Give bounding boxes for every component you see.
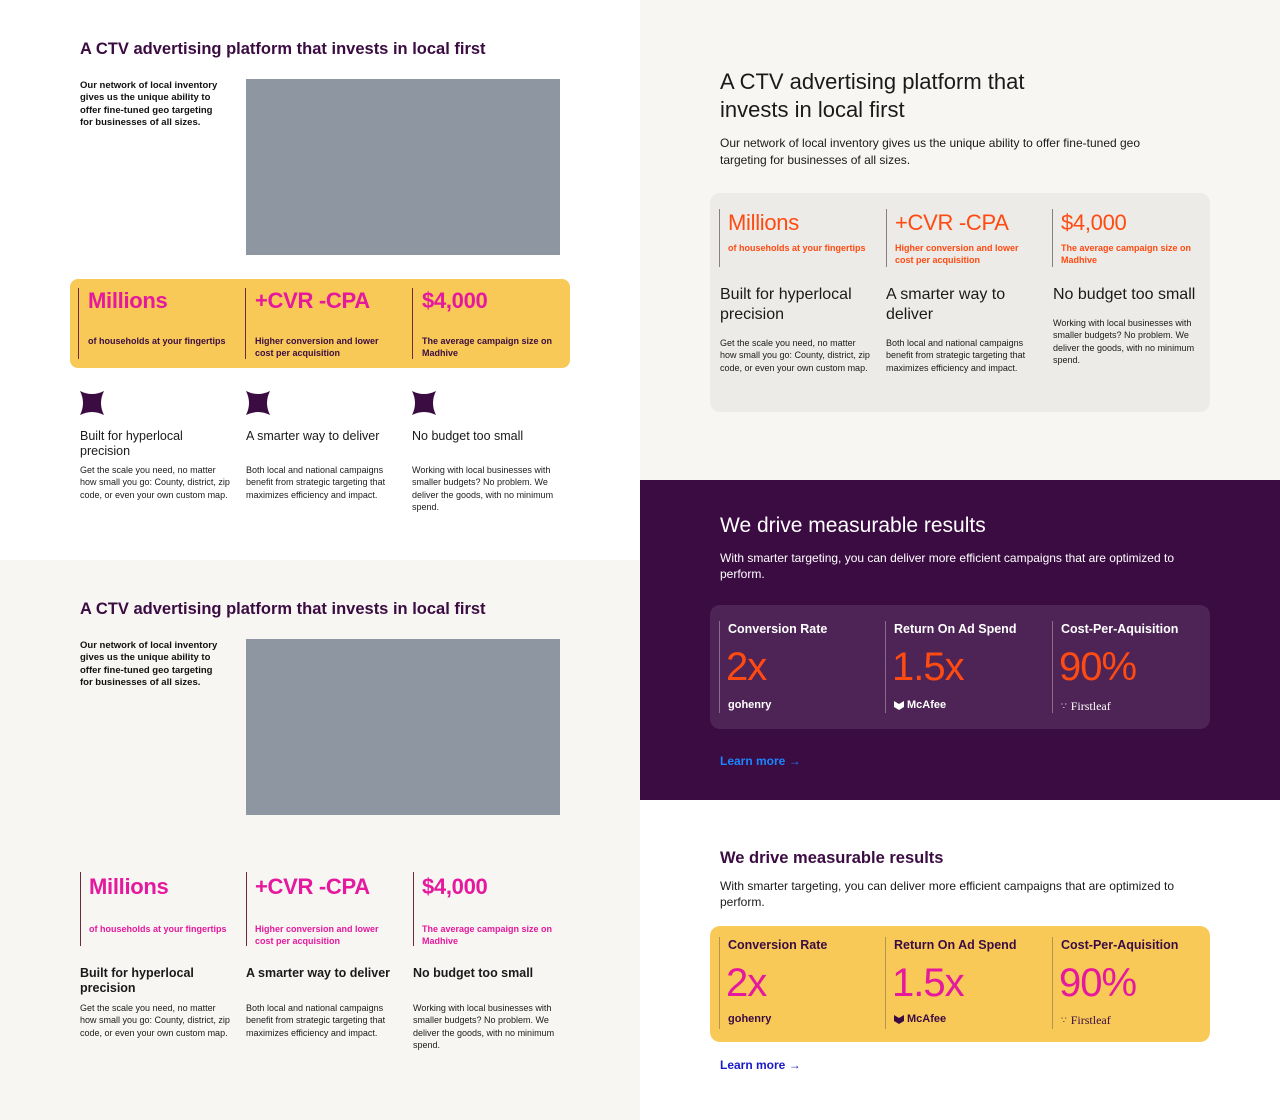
metric-roas xyxy=(885,621,1045,713)
gohenry-logo xyxy=(728,699,771,711)
stat-caption: of households at your fingertips xyxy=(89,924,227,934)
feature-title: A smarter way to deliver xyxy=(886,286,1006,323)
sparkle-star-icon xyxy=(412,391,436,415)
feature-text: Both local and national campaigns benefit from strategic targeting that maximizes efficiency and impact. xyxy=(246,1003,386,1038)
brand-name: McAfee xyxy=(907,1013,947,1025)
ctv-section-variant-c xyxy=(640,0,1280,480)
brand-name: gohenry xyxy=(728,1013,772,1025)
feature-text: Working with local businesses with smaller budgets? No problem. We deliver the goods, with no minimum spend. xyxy=(1053,318,1195,366)
metric-label: Return On Ad Spend xyxy=(894,938,1017,952)
mcafee-shield-icon xyxy=(894,1015,904,1024)
stat-cvr-cpa xyxy=(245,288,405,359)
stat-millions xyxy=(80,872,240,946)
stat-caption: of households at your fingertips xyxy=(88,336,226,346)
stat-caption: The average campaign size on Madhive xyxy=(1061,243,1192,265)
metric-value: 1.5x xyxy=(892,961,964,1005)
section-intro: Our network of local inventory gives us the unique ability to offer fine-tuned geo targeting for businesses of all sizes. xyxy=(80,80,218,129)
stats-band xyxy=(70,279,570,368)
metric-value: 2x xyxy=(726,961,767,1005)
stat-millions xyxy=(78,288,238,359)
feature-title: No budget too small xyxy=(412,429,524,443)
section-title: We drive measurable results xyxy=(720,849,944,867)
stat-campaign-size xyxy=(413,872,563,946)
feature-text: Get the scale you need, no matter how small you go: County, district, zip code, or even your own custom map. xyxy=(80,465,230,500)
feature-smarter xyxy=(886,285,1036,374)
feature-title: A smarter way to deliver xyxy=(246,966,391,980)
feature-hyperlocal xyxy=(80,391,230,501)
stat-value: Millions xyxy=(88,288,168,313)
stat-millions xyxy=(719,209,879,267)
feature-text: Both local and national campaigns benefit from strategic targeting that maximizes efficiency and impact. xyxy=(246,465,386,500)
metric-conversion-rate xyxy=(719,621,879,713)
results-card xyxy=(710,926,1210,1042)
feature-title: Built for hyperlocal precision xyxy=(80,966,194,995)
metric-value: 2x xyxy=(726,645,767,689)
stat-campaign-size xyxy=(412,288,567,359)
section-title: A CTV advertising platform that invests in local first xyxy=(80,40,486,58)
feature-text: Both local and national campaigns benefit from strategic targeting that maximizes efficiency and impact. xyxy=(886,338,1026,373)
feature-text: Get the scale you need, no matter how small you go: County, district, zip code, or even your own custom map. xyxy=(720,338,870,373)
brand-name: Firstleaf xyxy=(1070,699,1111,713)
metric-value: 1.5x xyxy=(892,645,964,689)
stat-value: $4,000 xyxy=(422,288,488,313)
stat-caption: The average campaign size on Madhive xyxy=(422,924,553,946)
stat-value: +CVR -CPA xyxy=(895,210,1009,235)
stat-value: +CVR -CPA xyxy=(255,288,370,313)
learn-more-link[interactable]: Learn more → xyxy=(720,1058,801,1072)
leaf-dots-icon: ∵ xyxy=(1061,701,1068,711)
stat-value: $4,000 xyxy=(422,874,488,899)
metric-label: Cost-Per-Aquisition xyxy=(1061,938,1179,952)
stat-value: +CVR -CPA xyxy=(255,874,370,899)
stat-value: $4,000 xyxy=(1061,210,1127,235)
stats-card xyxy=(710,193,1210,412)
feature-title: Built for hyperlocal precision xyxy=(80,429,183,458)
gohenry-logo xyxy=(728,1013,771,1025)
mcafee-shield-icon xyxy=(894,701,904,710)
firstleaf-logo xyxy=(1061,1013,1111,1028)
feature-smarter xyxy=(246,391,396,501)
stat-caption: Higher conversion and lower cost per acquisition xyxy=(255,336,379,358)
section-intro: With smarter targeting, you can deliver more efficient campaigns that are optimized to perform. xyxy=(720,879,1174,909)
tire-worker-photo xyxy=(246,79,560,255)
metric-label: Conversion Rate xyxy=(728,938,828,952)
stat-caption: of households at your fingertips xyxy=(728,243,866,253)
stat-value: Millions xyxy=(89,874,169,899)
feature-budget xyxy=(1053,285,1203,367)
section-title: A CTV advertising platform that invests in local first xyxy=(80,600,486,618)
metric-cpa xyxy=(1052,937,1207,1029)
stat-campaign-size xyxy=(1052,209,1207,267)
feature-hyperlocal xyxy=(720,285,870,374)
learn-more-link[interactable]: Learn more → xyxy=(720,754,801,768)
sparkle-star-icon xyxy=(246,391,270,415)
feature-smarter xyxy=(246,966,396,1039)
feature-text: Get the scale you need, no matter how small you go: County, district, zip code, or even your own custom map. xyxy=(80,1003,230,1038)
feature-title: No budget too small xyxy=(413,966,534,980)
leaf-dots-icon: ∵ xyxy=(1061,1015,1068,1025)
results-section-dark xyxy=(640,480,1280,800)
metric-conversion-rate xyxy=(719,937,879,1029)
feature-budget xyxy=(412,391,557,514)
metric-label: Cost-Per-Aquisition xyxy=(1061,622,1179,636)
feature-text: Working with local businesses with smaller budgets? No problem. We deliver the goods, with no minimum spend. xyxy=(413,1003,555,1051)
metric-value: 90% xyxy=(1059,645,1137,689)
section-title: A CTV advertising platform that invests in local first xyxy=(720,69,1025,122)
stat-value: Millions xyxy=(728,210,799,235)
ctv-section-variant-b xyxy=(0,560,640,1120)
brand-name: Firstleaf xyxy=(1070,1013,1111,1027)
metric-value: 90% xyxy=(1059,961,1137,1005)
brand-name: McAfee xyxy=(907,699,947,711)
metric-roas xyxy=(885,937,1045,1029)
section-intro: With smarter targeting, you can deliver more efficient campaigns that are optimized to perform. xyxy=(720,551,1174,581)
mcafee-logo xyxy=(894,699,946,711)
metric-label: Return On Ad Spend xyxy=(894,622,1017,636)
ctv-section-variant-a xyxy=(0,0,640,560)
section-title: We drive measurable results xyxy=(720,514,986,537)
tire-worker-photo xyxy=(246,639,560,815)
stat-cvr-cpa xyxy=(886,209,1046,267)
feature-text: Working with local businesses with smaller budgets? No problem. We deliver the goods, with no minimum spend. xyxy=(412,465,554,513)
feature-budget xyxy=(413,966,558,1052)
stat-caption: Higher conversion and lower cost per acquisition xyxy=(895,243,1019,265)
results-card xyxy=(710,605,1210,729)
stat-cvr-cpa xyxy=(246,872,406,946)
stat-caption: The average campaign size on Madhive xyxy=(422,336,553,358)
mcafee-logo xyxy=(894,1013,946,1025)
section-intro: Our network of local inventory gives us the unique ability to offer fine-tuned geo targeting for businesses of all sizes. xyxy=(80,640,218,689)
feature-title: Built for hyperlocal precision xyxy=(720,286,852,323)
brand-name: gohenry xyxy=(728,699,772,711)
firstleaf-logo xyxy=(1061,699,1111,714)
feature-title: No budget too small xyxy=(1053,286,1196,303)
results-section-light xyxy=(640,800,1280,1120)
feature-title: A smarter way to deliver xyxy=(246,429,380,443)
section-intro: Our network of local inventory gives us the unique ability to offer fine-tuned geo targeting for businesses of all sizes. xyxy=(720,136,1141,167)
metric-cpa xyxy=(1052,621,1207,713)
stat-caption: Higher conversion and lower cost per acquisition xyxy=(255,924,379,946)
sparkle-star-icon xyxy=(80,391,104,415)
feature-hyperlocal xyxy=(80,966,230,1039)
metric-label: Conversion Rate xyxy=(728,622,828,636)
